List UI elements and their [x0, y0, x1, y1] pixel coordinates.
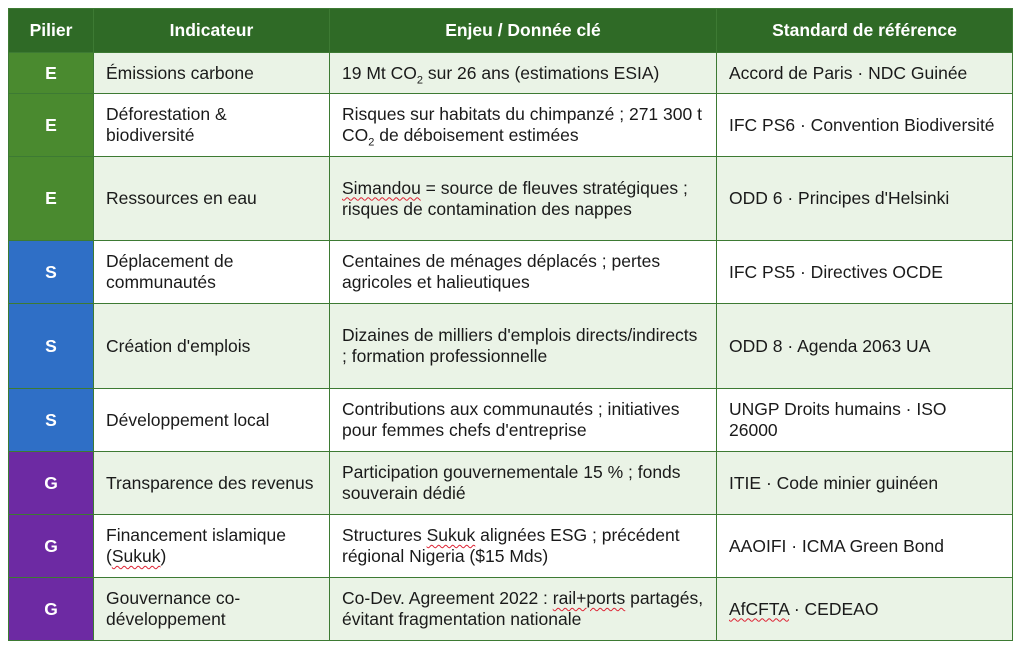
table-row — [9, 515, 1013, 578]
table-row — [9, 578, 1013, 641]
standard-cell: AAOIFI · ICMA Green Bond — [717, 515, 1013, 578]
issue-cell: Simandou = source de fleuves stratégiques ; risques de contamination des nappes — [330, 157, 717, 241]
indicator-cell: Transparence des revenus — [94, 452, 330, 515]
indicator-cell: Développement local — [94, 389, 330, 452]
header-standard: Standard de référence — [717, 9, 1013, 53]
standard-cell: AfCFTA · CEDEAO — [717, 578, 1013, 641]
standard-cell: UNGP Droits humains · ISO 26000 — [717, 389, 1013, 452]
standard-cell: ODD 6 · Principes d'Helsinki — [717, 157, 1013, 241]
issue-cell: 19 Mt $CO_2$ sur 26 ans (estimations ESIA) — [330, 53, 717, 94]
header-row — [9, 9, 1013, 53]
pillar-badge-s: S — [9, 304, 94, 389]
header-pilier: Pilier — [9, 9, 94, 53]
table-row — [9, 94, 1013, 157]
pillar-badge-s: S — [9, 241, 94, 304]
pillar-badge-g: G — [9, 515, 94, 578]
table-row — [9, 304, 1013, 389]
indicator-cell: Émissions carbone — [94, 53, 330, 94]
header-indicateur: Indicateur — [94, 9, 330, 53]
indicator-cell: Gouvernance co-développement — [94, 578, 330, 641]
table-row — [9, 241, 1013, 304]
standard-cell: ITIE · Code minier guinéen — [717, 452, 1013, 515]
pillar-badge-e: E — [9, 53, 94, 94]
pillar-badge-s: S — [9, 389, 94, 452]
table-row — [9, 389, 1013, 452]
issue-cell: Risques sur habitats du chimpanzé ; 271 300 t $CO_2$ de déboisement estimées — [330, 94, 717, 157]
issue-cell: Participation gouvernementale 15 % ; fonds souverain dédié — [330, 452, 717, 515]
indicator-cell: Déforestation & biodiversité — [94, 94, 330, 157]
esg-indicator-table — [8, 8, 1013, 641]
standard-cell: ODD 8 · Agenda 2063 UA — [717, 304, 1013, 389]
pillar-badge-g: G — [9, 578, 94, 641]
issue-cell: Structures Sukuk alignées ESG ; précédent régional Nigeria ($15 Mds) — [330, 515, 717, 578]
indicator-cell: Financement islamique (Sukuk) — [94, 515, 330, 578]
issue-cell: Centaines de ménages déplacés ; pertes agricoles et halieutiques — [330, 241, 717, 304]
issue-cell: Co-Dev. Agreement 2022 : rail+ports partagés, évitant fragmentation nationale — [330, 578, 717, 641]
pillar-badge-e: E — [9, 157, 94, 241]
header-enjeu: Enjeu / Donnée clé — [330, 9, 717, 53]
standard-cell: IFC PS5 · Directives OCDE — [717, 241, 1013, 304]
table-row — [9, 53, 1013, 94]
issue-cell: Dizaines de milliers d'emplois directs/indirects ; formation professionnelle — [330, 304, 717, 389]
indicator-cell: Déplacement de communautés — [94, 241, 330, 304]
standard-cell: Accord de Paris · NDC Guinée — [717, 53, 1013, 94]
indicator-cell: Création d'emplois — [94, 304, 330, 389]
indicator-cell: Ressources en eau — [94, 157, 330, 241]
table-row — [9, 452, 1013, 515]
table-row — [9, 157, 1013, 241]
standard-cell: IFC PS6 · Convention Biodiversité — [717, 94, 1013, 157]
pillar-badge-g: G — [9, 452, 94, 515]
pillar-badge-e: E — [9, 94, 94, 157]
issue-cell: Contributions aux communautés ; initiatives pour femmes chefs d'entreprise — [330, 389, 717, 452]
